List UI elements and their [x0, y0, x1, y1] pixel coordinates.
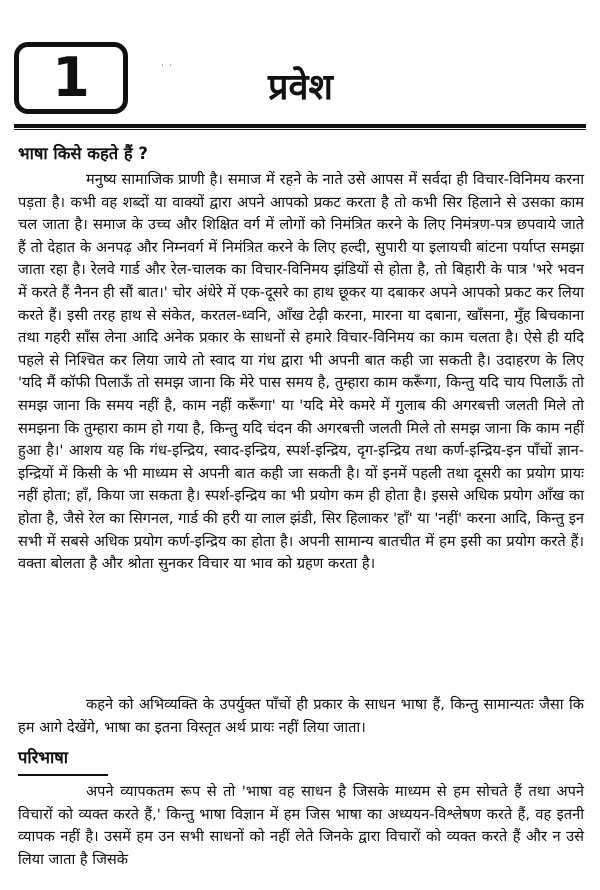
title-rule: [14, 124, 586, 128]
section-heading-what-is-language: भाषा किसे कहते हैं ?: [18, 144, 148, 163]
section-heading-definition: परिभाषा: [18, 748, 69, 767]
chapter-title: प्रवेश: [268, 67, 333, 108]
heading-underline: [18, 774, 108, 776]
chapter-number: 1: [52, 46, 90, 109]
body-paragraph: अपने व्यापकतम रूप से तो 'भाषा वह साधन है जिसके माध्यम से हम सोचते हैं तथा अपने विचारों को व्यक्त करते हैं,' किन्तु भाषा विज्ञान में हम जिस भाषा का अध्ययन-विश्लेषण करते हैं, वह इतनी व्यापक नहीं है। उसमें हम उन सभी साधनों को नहीं लेते जिनके द्वारा विचारों को व्यक्त करते हैं और न उसे लिया जाता है जिसके: [18, 783, 584, 868]
body-paragraph: मनुष्य सामाजिक प्राणी है। समाज में रहने के नाते उसे आपस में सर्वदा ही विचार-विनिमय करना पड़ता है। कभी वह शब्दों या वाक्यों द्वारा अपने आपको प्रकट करता है तो कभी सिर हिलाने से उसका काम चल जाता है। समाज के उच्च और शिक्षित वर्ग में लोगों को निमंत्रित करने के लिए निमंत्रण-पत्र छपवाये जाते हैं तो देहात के अनपढ़ और निम्नवर्ग में निमंत्रित करने के लिए हल्दी, सुपारी या इलायची बांटना पर्याप्त समझा जाता रहा है। रेलवे गार्ड और रेल-चालक का विचार-विनिमय झंडियों से होता है, तो बिहारी के पात्र 'भरे भवन में करते हैं नैनन ही सौं बात।' चोर अंधेरे में एक-दूसरे का हाथ छूकर या दबाकर अपने आपको प्रकट कर लिया करते हैं। इसी तरह हाथ से संकेत, करतल-ध्वनि, आँख टेढ़ी करना, मारना या दबाना, खाँसना, मुँह बिचकाना तथा गहरी साँस लेना आदि अनेक प्रकार के साधनों से हमारे विचार-विनिमय का काम चलता है। ऐसे ही यदि पहले से निश्चित कर लिया जाये तो स्वाद या गंध द्वारा भी अपनी बात कही जा सकती है। उदाहरण के लिए 'यदि मैं कॉफी पिलाऊँ तो समझ जाना कि मेरे पास समय है, तुम्हारा काम करूँगा, किन्तु यदि चाय पिलाऊँ तो समझ जाना कि समय नहीं है, काम नहीं करूँगा' या 'यदि मेरे कमरे में गुलाब की अगरबत्ती जलती मिले तो समझना कि तुम्हारा काम हो गया है, किन्तु यदि चंदन की अगरबत्ती जलती मिले तो समझ जाना कि काम नहीं हुआ है।' आशय यह कि गंध-इन्द्रिय, स्वाद-इन्द्रिय, स्पर्श-इन्द्रिय, दृग-इन्द्रिय तथा कर्ण-इन्द्रिय-इन पाँचों ज्ञान-इन्द्रियों में किसी के भी माध्यम से अपनी बात कही जा सकती है। यों इनमें पहली तथा दूसरी का प्रयोग प्रायः नहीं होता; हाँ, किया जा सकता है। स्पर्श-इन्द्रिय का भी प्रयोग कम ही होता है। इससे अधिक प्रयोग आँख का होता है, जैसे रेल का सिगनल, गार्ड की हरी या लाल झंडी, सिर हिलाकर 'हाँ' या 'नहीं' करना आदि, किन्तु इन सभी में सबसे अधिक प्रयोग कर्ण-इन्द्रिय का होता है। अपनी सामान्य बातचीत में हम इसी का प्रयोग करते हैं। वक्ता बोलता है और श्रोता सुनकर विचार या भाव को ग्रहण करता है।: [18, 171, 584, 573]
body-paragraph: कहने को अभिव्यक्ति के उपर्युक्त पाँचों ही प्रकार के साधन भाषा हैं, किन्तु सामान्यतः जैसा कि हम आगे देखेंगे, भाषा का इतना विस्तृत अर्थ प्रायः नहीं लिया जाता।: [18, 696, 584, 736]
print-speck: ˙ ˙: [160, 64, 174, 75]
chapter-number-box: [14, 42, 128, 114]
title-rule-thin: [14, 129, 586, 130]
